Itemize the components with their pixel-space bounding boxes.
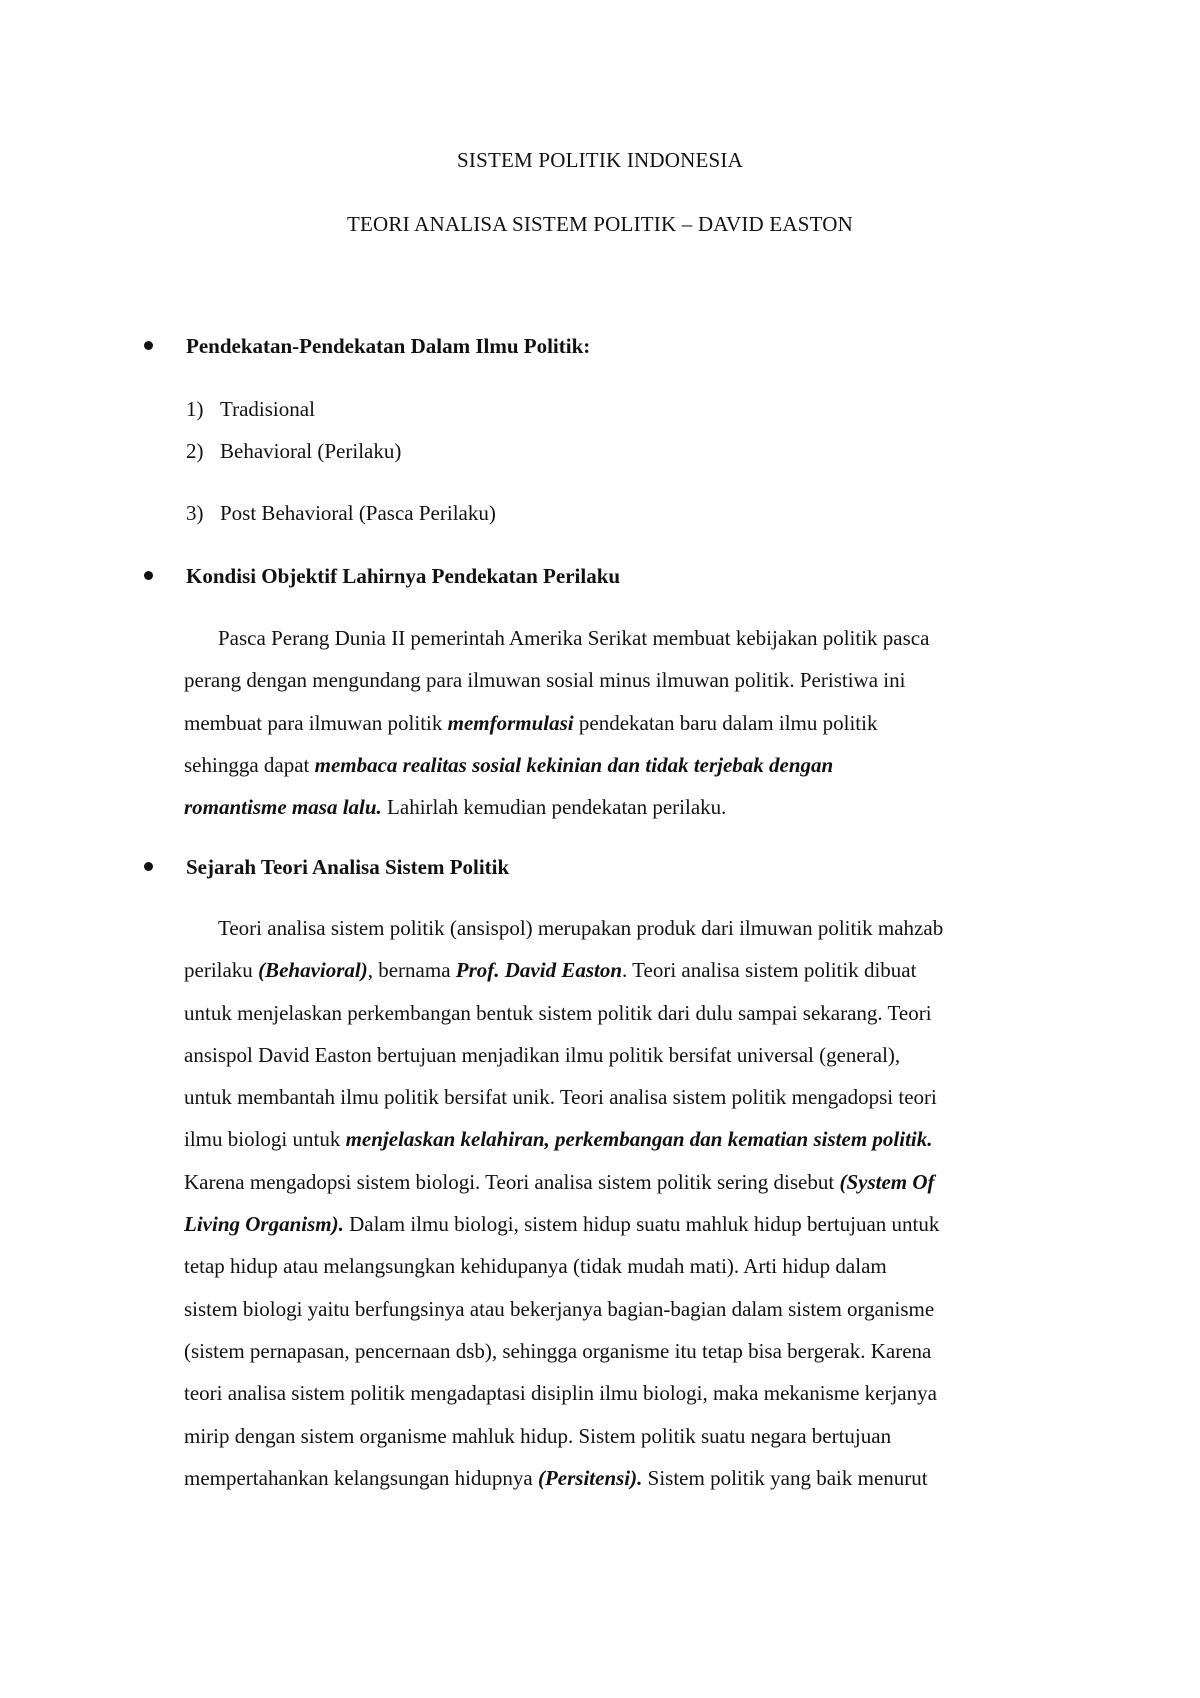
paragraph-line: Teori analisa sistem politik (ansispol) merupakan produk dari ilmuwan politik mahzab xyxy=(218,916,944,940)
list-item xyxy=(186,501,496,526)
paragraph-line: tetap hidup atau melangsungkan kehidupanya (tidak mudah mati). Arti hidup dalam xyxy=(184,1254,887,1279)
emphasis-text: romantisme masa lalu. xyxy=(184,795,382,820)
section-heading-approaches: Pendekatan-Pendekatan Dalam Ilmu Politik: xyxy=(186,334,591,358)
paragraph-line: perang dengan mengundang para ilmuwan sosial minus ilmuwan politik. Peristiwa ini xyxy=(184,668,906,693)
paragraph-line: untuk membantah ilmu politik bersifat unik. Teori analisa sistem politik mengadopsi teori xyxy=(184,1085,937,1110)
paragraph-line: mirip dengan sistem organisme mahluk hidup. Sistem politik suatu negara bertujuan xyxy=(184,1423,892,1448)
paragraph-history xyxy=(184,907,1064,1499)
emphasis-text: (System Of xyxy=(839,1169,935,1194)
text-run: mempertahankan kelangsungan hidupnya xyxy=(184,1465,538,1490)
paragraph-line xyxy=(184,1457,1064,1499)
text-run: membuat para ilmuwan politik xyxy=(184,710,448,735)
paragraph-line xyxy=(184,702,1064,744)
text-run: Lahirlah kemudian pendekatan perilaku. xyxy=(381,795,727,820)
paragraph-line: (sistem pernapasan, pencernaan dsb), sehingga organisme itu tetap bisa bergerak. Karena xyxy=(184,1338,932,1363)
list-text: Post Behavioral (Pasca Perilaku) xyxy=(220,501,496,525)
text-run: , bernama xyxy=(367,958,456,983)
paragraph-line: teori analisa sistem politik mengadaptasi disiplin ilmu biologi, maka mekanisme kerjanya xyxy=(184,1381,937,1406)
emphasis-text: (Behavioral) xyxy=(258,958,368,983)
text-run: pendekatan baru dalam ilmu politik xyxy=(573,710,878,735)
bullet-icon xyxy=(144,571,153,580)
paragraph-line: sistem biologi yaitu berfungsinya atau bekerjanya bagian-bagian dalam sistem organisme xyxy=(184,1296,935,1321)
list-item xyxy=(186,439,401,464)
document-title: SISTEM POLITIK INDONESIA xyxy=(457,148,743,172)
paragraph-line: untuk menjelaskan perkembangan bentuk sistem politik dari dulu sampai sekarang. Teori xyxy=(184,1000,932,1025)
text-run: Dalam ilmu biologi, sistem hidup suatu mahluk hidup bertujuan untuk xyxy=(343,1212,940,1237)
emphasis-text: membaca realitas sosial kekinian dan tidak terjebak dengan xyxy=(314,752,834,777)
text-run: perilaku xyxy=(184,958,259,983)
section-heading-objective-conditions: Kondisi Objektif Lahirnya Pendekatan Perilaku xyxy=(186,564,621,588)
paragraph-line: Pasca Perang Dunia II pemerintah Amerika Serikat membuat kebijakan politik pasca xyxy=(218,626,930,650)
emphasis-text: (Persitensi). xyxy=(537,1465,643,1490)
text-run: ilmu biologi untuk xyxy=(184,1127,346,1152)
list-item xyxy=(186,397,315,422)
section-heading-history: Sejarah Teori Analisa Sistem Politik xyxy=(186,855,510,879)
paragraph-line xyxy=(184,744,1064,786)
list-text: Behavioral (Perilaku) xyxy=(220,439,402,463)
paragraph-line: ansispol David Easton bertujuan menjadikan ilmu politik bersifat universal (general), xyxy=(184,1042,901,1067)
paragraph-line xyxy=(184,1203,1064,1245)
text-run: sehingga dapat xyxy=(184,752,315,777)
emphasis-text: menjelaskan kelahiran, perkembangan dan kematian sistem politik. xyxy=(345,1127,933,1152)
paragraph-line xyxy=(184,949,1064,991)
paragraph-line xyxy=(184,1161,1064,1203)
document-subtitle: TEORI ANALISA SISTEM POLITIK – DAVID EASTON xyxy=(347,212,853,236)
list-number: 2) xyxy=(186,439,204,463)
bullet-icon xyxy=(144,341,153,350)
paragraph-line xyxy=(184,786,1064,828)
list-text: Tradisional xyxy=(220,397,315,421)
text-run: Karena mengadopsi sistem biologi. Teori analisa sistem politik sering disebut xyxy=(184,1169,840,1194)
text-run: Sistem politik yang baik menurut xyxy=(642,1465,928,1490)
text-run: . Teori analisa sistem politik dibuat xyxy=(622,958,917,983)
paragraph-line xyxy=(184,1118,1064,1160)
emphasis-text: Living Organism). xyxy=(184,1212,344,1237)
paragraph-objective-conditions xyxy=(184,617,1064,828)
list-number: 3) xyxy=(186,501,204,525)
emphasis-text: Prof. David Easton xyxy=(455,958,623,983)
emphasis-text: memformulasi xyxy=(447,710,574,735)
list-number: 1) xyxy=(186,397,204,421)
bullet-icon xyxy=(144,862,153,871)
